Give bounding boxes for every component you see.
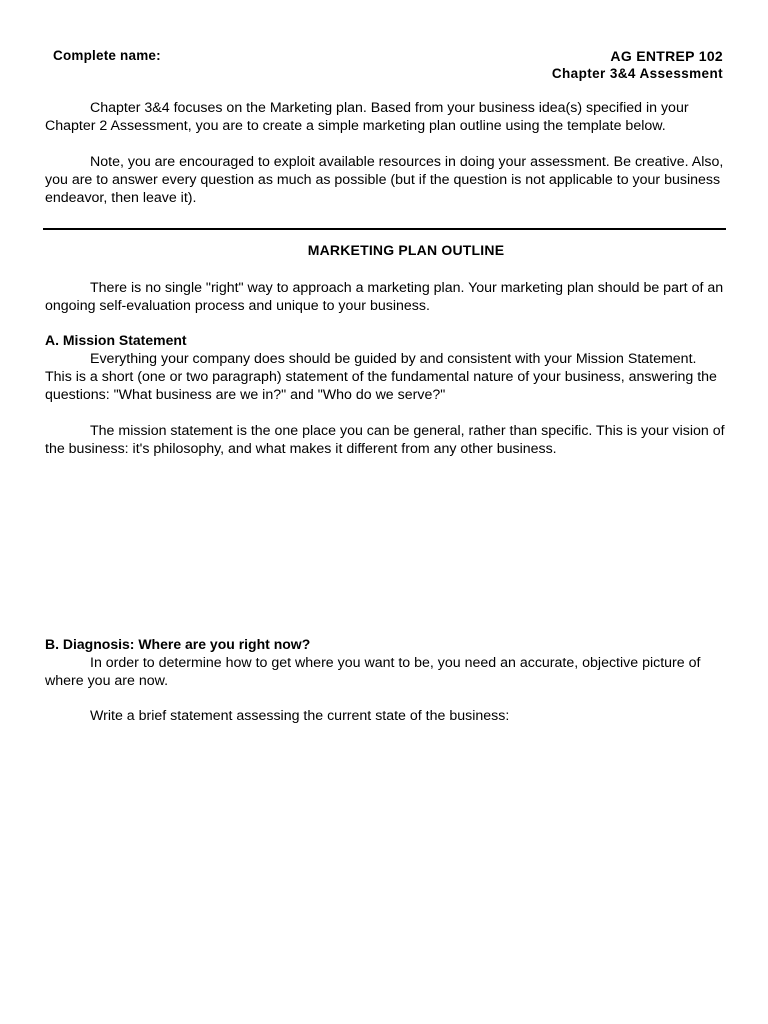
complete-name-label: Complete name: xyxy=(53,48,161,63)
section-a-paragraph-1-text: Everything your company does should be guided by and consistent with your Mission Statement. This is a short (one or two paragraph) statement of the fundamental nature of your business, answering the questions: "What business are we in?" and "Who do we serve?" xyxy=(45,351,717,403)
intro-paragraph-2-text: Note, you are encouraged to exploit available resources in doing your assessment. Be creative. Also, you are to answer every question as much as possible (but if the question is not applicable to your business endeavor, then leave it). xyxy=(45,154,724,206)
intro-paragraph-1-text: Chapter 3&4 focuses on the Marketing plan. Based from your business idea(s) specified in your Chapter 2 Assessment, you are to create a simple marketing plan outline using the template below. xyxy=(45,100,689,134)
intro-paragraph-1 xyxy=(45,99,725,135)
section-b-paragraph-1 xyxy=(45,654,725,690)
section-a-heading: A. Mission Statement xyxy=(45,332,187,348)
outline-intro-text: There is no single "right" way to approach a marketing plan. Your marketing plan should be part of an ongoing self-evaluation process and unique to your business. xyxy=(45,280,724,314)
section-a-paragraph-2 xyxy=(45,422,725,458)
header-course-block xyxy=(552,47,723,83)
outline-intro-paragraph xyxy=(45,279,725,315)
course-code: AG ENTREP 102 xyxy=(610,48,723,64)
section-b-paragraph-2 xyxy=(45,707,725,725)
assessment-title: Chapter 3&4 Assessment xyxy=(551,66,723,81)
section-b-heading: B. Diagnosis: Where are you right now? xyxy=(45,636,311,652)
section-a-paragraph-1 xyxy=(45,350,725,404)
horizontal-divider xyxy=(43,228,726,230)
intro-paragraph-2 xyxy=(45,153,725,207)
section-a-paragraph-2-text: The mission statement is the one place you can be general, rather than specific. This is your vision of the business: it's philosophy, and what makes it different from any other business. xyxy=(45,423,725,457)
section-b-paragraph-1-text: In order to determine how to get where you want to be, you need an accurate, objective picture of where you are now. xyxy=(45,655,701,689)
section-b-paragraph-2-text: Write a brief statement assessing the current state of the business: xyxy=(90,708,510,724)
outline-title: MARKETING PLAN OUTLINE xyxy=(307,242,505,258)
